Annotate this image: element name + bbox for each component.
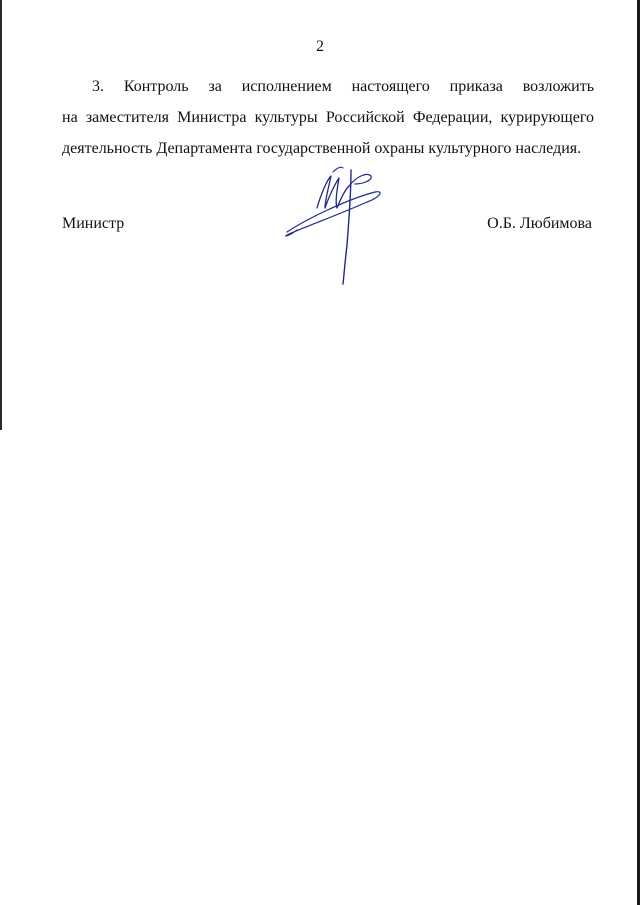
handwritten-signature [275,150,390,290]
signature-descender [343,170,351,284]
scan-edge-left [0,0,2,430]
page-number: 2 [316,38,324,55]
paragraph-line-2: на заместителя Министра культуры Российской Федерации, курирующего [62,109,594,126]
signature-top-loop [349,174,371,186]
signatory-name: О.Б. Любимова [487,215,592,232]
signature-loop [286,192,380,236]
signatory-title: Министр [62,215,125,232]
paragraph-line-1: 3. Контроль за исполнением настоящего приказа возложить [92,78,594,95]
signature-tick [333,167,343,172]
paragraph-line-3: деятельность Департамента государственной охраны культурного наследия. [62,140,582,157]
